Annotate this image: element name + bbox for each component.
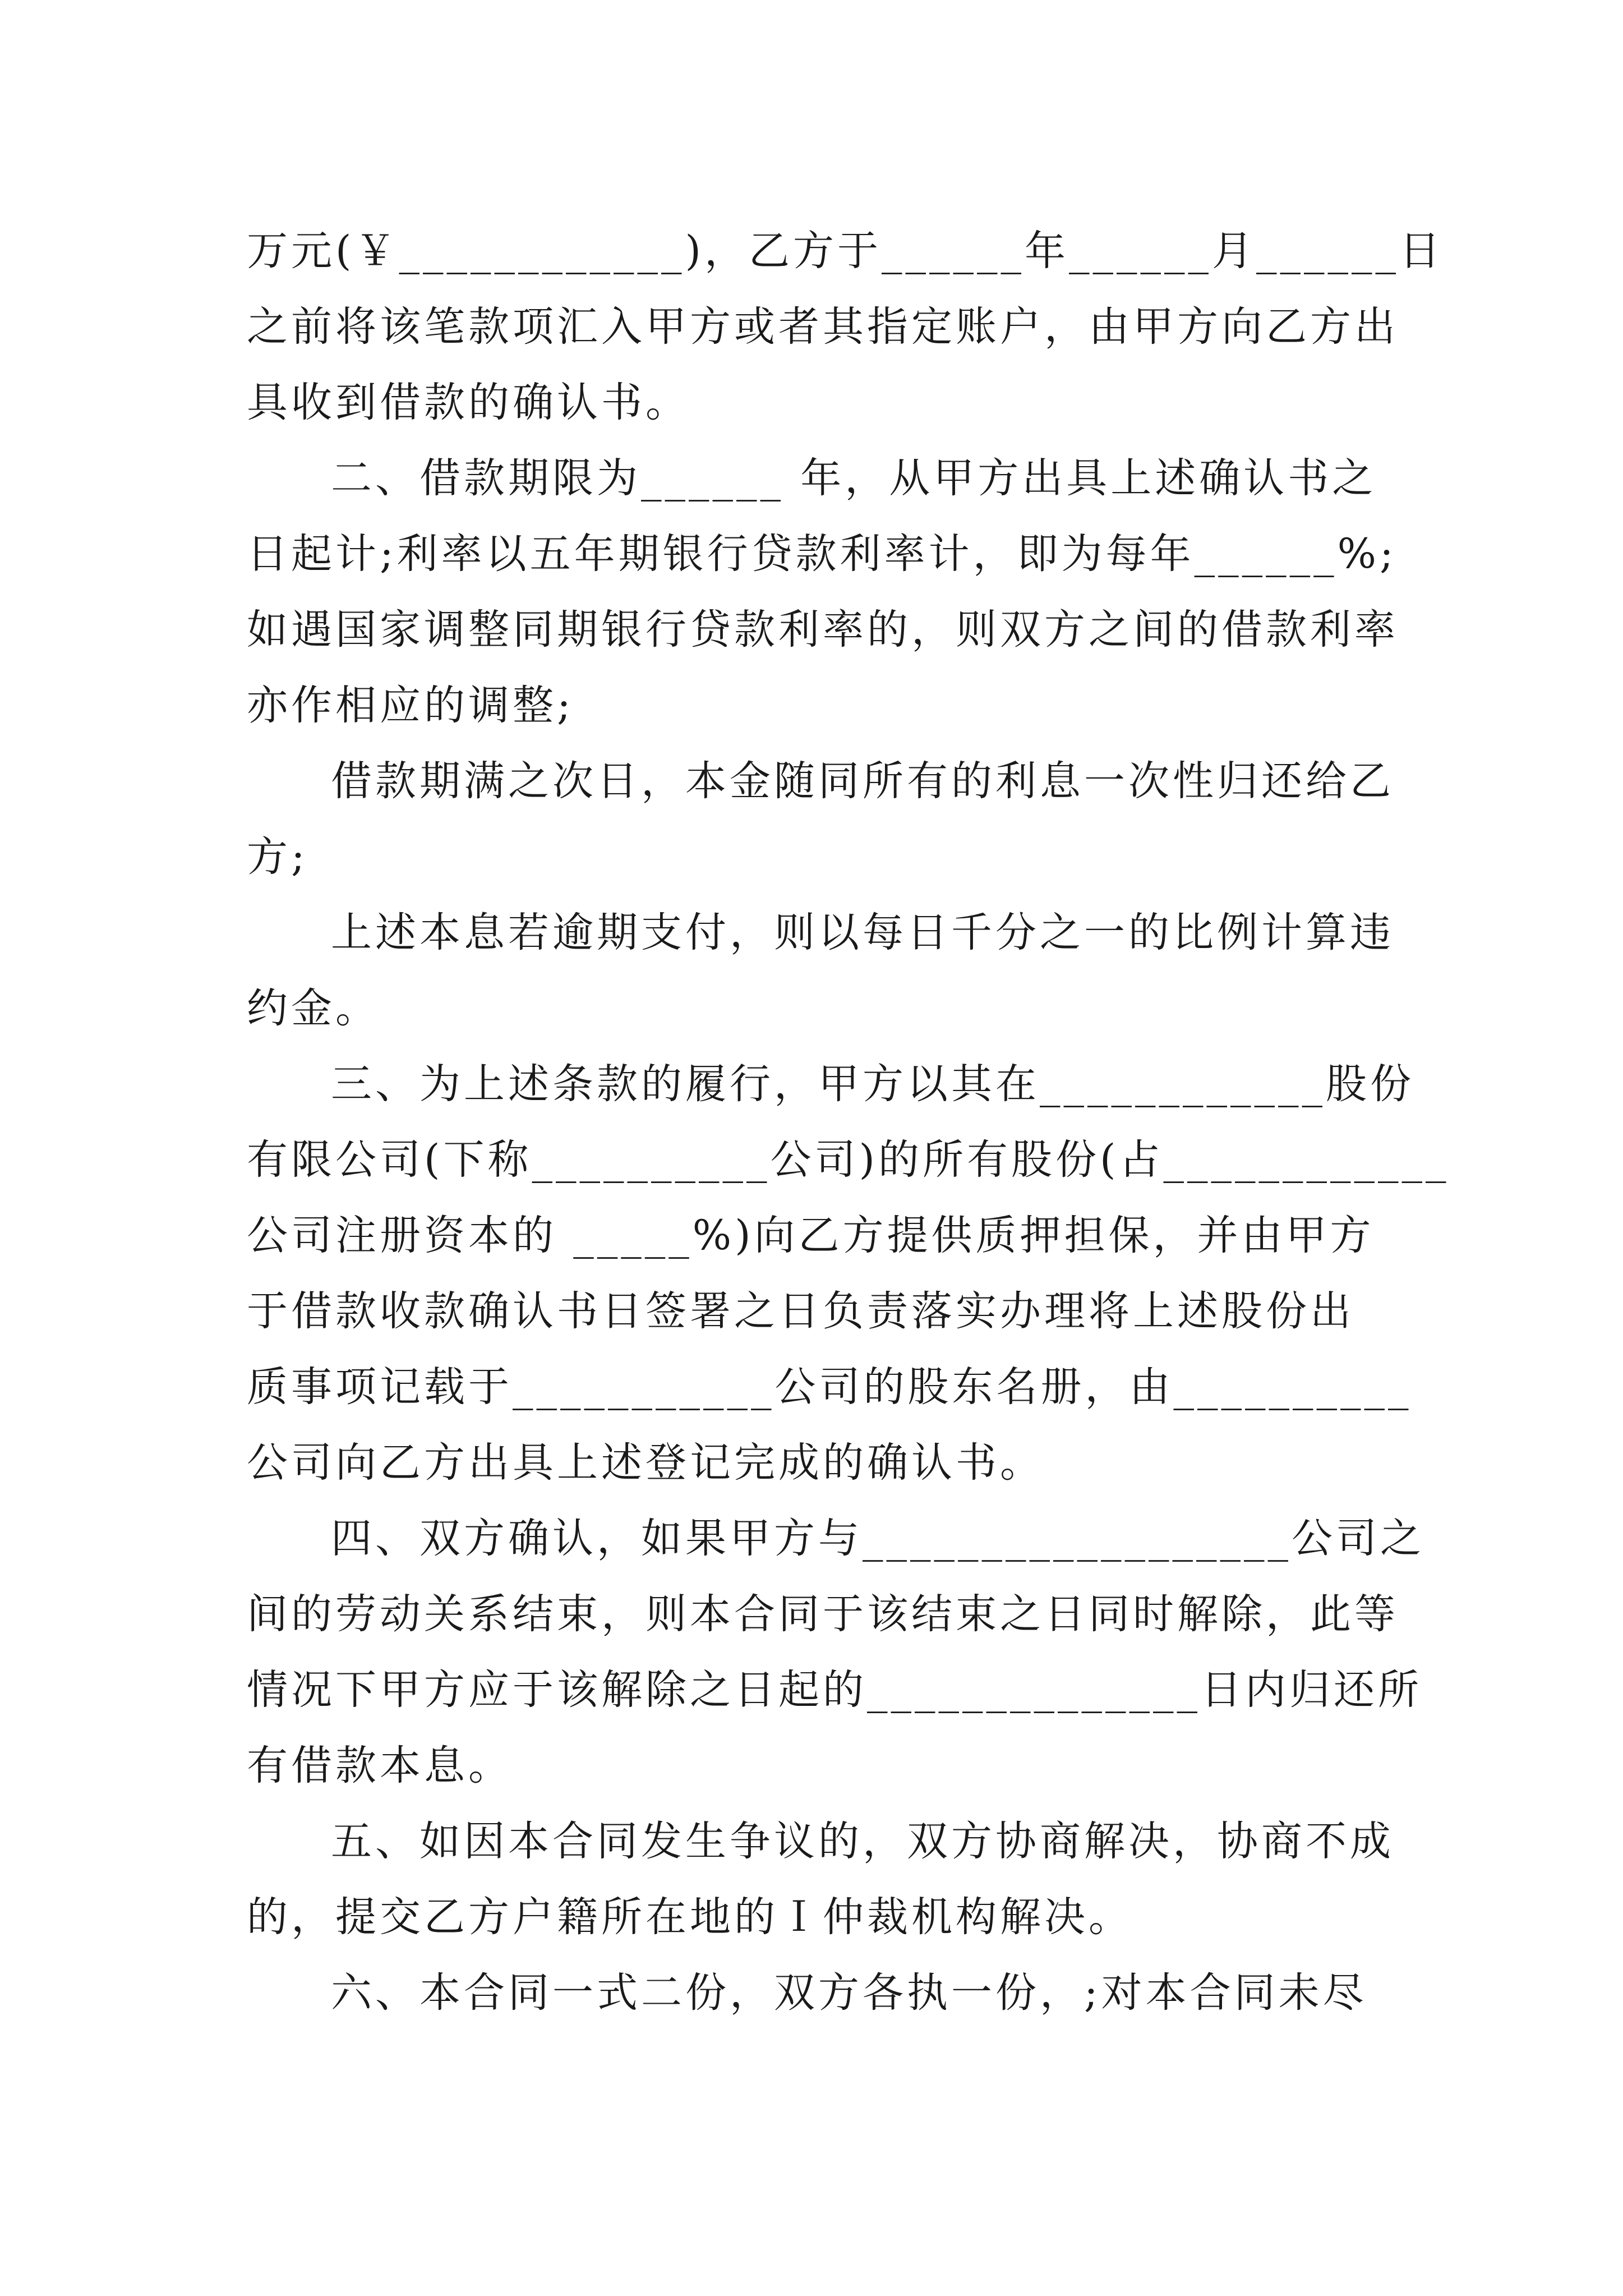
text-line-18: 四、双方确认，如果甲方与__________________公司之 — [331, 1515, 1424, 1562]
text-line-5: 日起计;利率以五年期银行贷款利率计，即为每年______%; — [247, 530, 1397, 578]
text-line-4: 二、借款期限为______ 年，从甲方出具上述确认书之 — [331, 454, 1377, 502]
text-line-23: 的，提交乙方户籍所在地的Ｉ仲裁机构解决。 — [247, 1893, 1133, 1941]
text-line-24: 六、本合同一式二份，双方各执一份，;对本合同未尽 — [331, 1969, 1367, 2017]
text-line-9: 方; — [247, 833, 308, 881]
text-line-7: 亦作相应的调整; — [247, 682, 574, 729]
text-line-19: 间的劳动关系结束，则本合同于该结束之日同时解除，此等 — [247, 1590, 1399, 1638]
text-line-2: 之前将该笔款项汇入甲方或者其指定账户，由甲方向乙方出 — [247, 303, 1399, 351]
text-line-16: 质事项记载于___________公司的股东名册，由__________ — [247, 1363, 1412, 1411]
text-line-21: 有借款本息。 — [247, 1742, 513, 1789]
document-body — [247, 213, 1450, 2031]
text-line-10: 上述本息若逾期支付，则以每日千分之一的比例计算违 — [331, 909, 1394, 956]
text-line-13: 有限公司(下称__________公司)的所有股份(占____________ — [247, 1136, 1450, 1184]
text-line-3: 具收到借款的确认书。 — [247, 379, 690, 426]
text-line-12: 三、为上述条款的履行，甲方以其在____________股份 — [331, 1060, 1414, 1108]
text-line-8: 借款期满之次日，本金随同所有的利息一次性归还给乙 — [331, 757, 1394, 805]
text-line-6: 如遇国家调整同期银行贷款利率的，则双方之间的借款利率 — [247, 606, 1399, 654]
text-line-11: 约金。 — [247, 984, 380, 1032]
text-line-17: 公司向乙方出具上述登记完成的确认书。 — [247, 1439, 1044, 1487]
text-line-15: 于借款收款确认书日签署之日负责落实办理将上述股份出 — [247, 1287, 1354, 1335]
text-line-22: 五、如因本合同发生争议的，双方协商解决，协商不成 — [331, 1818, 1394, 1865]
text-line-1: 万元(￥____________)，乙方于______年______月______日 — [247, 227, 1444, 275]
text-line-20: 情况下甲方应于该解除之日起的______________日内归还所 — [247, 1666, 1422, 1714]
text-line-14: 公司注册资本的 _____%)向乙方提供质押担保，并由甲方 — [247, 1212, 1375, 1259]
